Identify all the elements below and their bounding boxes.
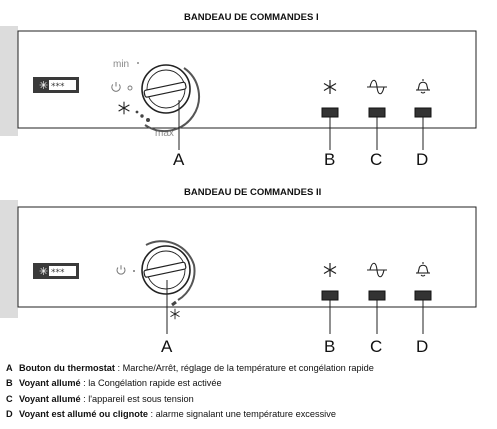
svg-text:✳: ✳: [39, 79, 49, 92]
panel1-callout-b: B: [324, 150, 336, 169]
legend: [6, 361, 494, 422]
knob-min-label: min: [113, 59, 130, 70]
panel2-callout-b: B: [324, 337, 336, 356]
panel1-side-shade: [0, 26, 18, 136]
panel1-title: BANDEAU DE COMMANDES I: [184, 12, 319, 23]
svg-text:***: ***: [51, 82, 65, 92]
panel2-callout-c: C: [370, 337, 383, 356]
legend-item-c: C Voyant allumé : l'appareil est sous tension: [6, 393, 194, 404]
panel1-indicator-b: [322, 108, 338, 117]
svg-text:***: ***: [51, 268, 65, 278]
panel2-callout-a: A: [161, 337, 173, 356]
panel2-title: BANDEAU DE COMMANDES II: [184, 187, 322, 198]
panel2-side-shade: [0, 200, 18, 318]
panel2-callout-d: D: [416, 337, 429, 356]
legend-item-b: B Voyant allumé : la Congélation rapide est activée: [6, 378, 222, 389]
panel1-indicator-d: [415, 108, 431, 117]
knob-max-label: max: [155, 128, 174, 139]
panel1-callout-d: D: [416, 150, 429, 169]
panel1-callout-a: A: [173, 150, 185, 169]
legend-item-d: D Voyant est allumé ou clignote : alarme signalant une température excessive: [6, 408, 336, 419]
panel1-badge: [33, 77, 79, 93]
panel1-indicator-c: [369, 108, 385, 117]
legend-item-a: A Bouton du thermostat : Marche/Arrêt, réglage de la température et congélation rapide: [6, 363, 374, 373]
panel2-indicator-c: [369, 291, 385, 300]
panel2-indicator-d: [415, 291, 431, 300]
panel2-badge: [33, 263, 79, 279]
panel1-callout-c: C: [370, 150, 383, 169]
panel2-frame: [18, 207, 476, 307]
panel1-frame: [18, 31, 476, 128]
panel2-indicator-b: [322, 291, 338, 300]
panel2-knob-snowflake-icon: [171, 309, 180, 320]
svg-text:✳: ✳: [39, 265, 49, 278]
